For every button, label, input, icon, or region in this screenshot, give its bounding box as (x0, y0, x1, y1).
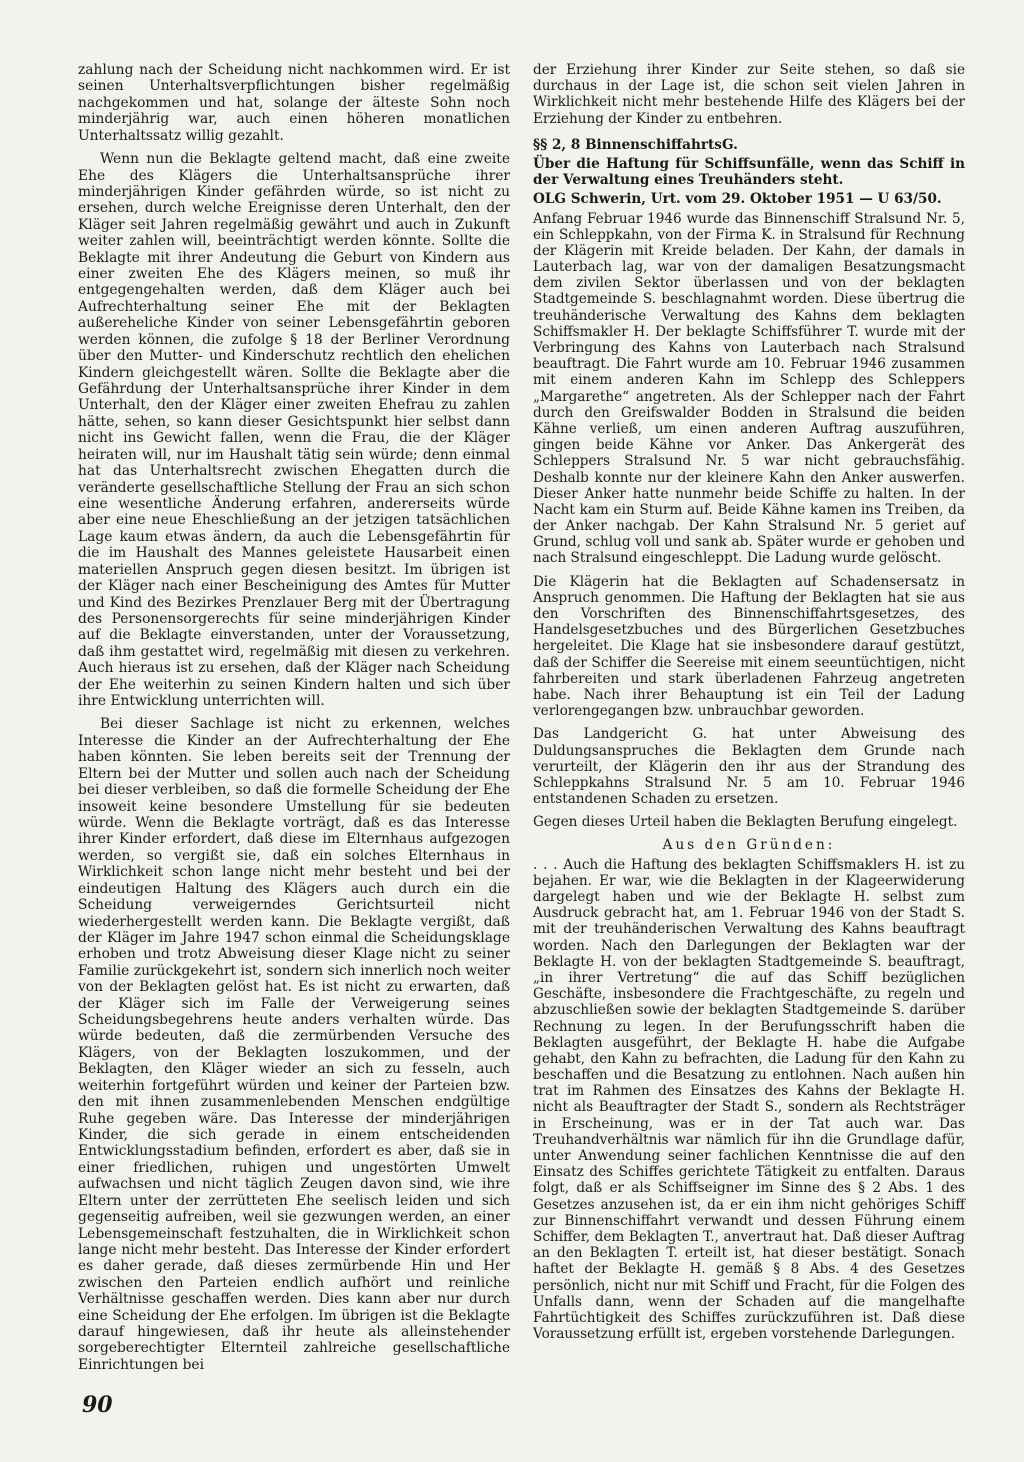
right-column (533, 62, 965, 1349)
paragraph: Bei dieser Sachlage ist nicht zu erkennen, welches Interesse die Kinder an der Aufrechterhaltung der Ehe haben könnten. Sie leben bereits seit der Trennung der Eltern bei der Mutter und sollen auch nach der Scheidung bei dieser verbleiben, so daß die formelle Scheidung der Ehe insoweit keine besondere Umstellung für sie bedeuten würde. Wenn die Beklagte vorträgt, daß es das Interesse ihrer Kinder erfordert, daß diese im Elternhaus aufgezogen werden, so vergißt sie, daß ein solches Elternhaus in Wirklichkeit schon lange nicht mehr besteht und bei der eindeutigen Haltung des Klägers auch durch ein die Scheidung verweigerndes Gerichtsurteil nicht wiederhergestellt werden kann. Die Beklagte vergißt, daß der Kläger im Jahre 1947 schon einmal die Scheidungsklage erhoben und trotz Abweisung dieser Klage nicht zu seiner Familie zurückgekehrt ist, sondern sich innerlich noch weiter von der Beklagten gelöst hat. Es ist nicht zu erwarten, daß der Kläger sich im Falle der Verweigerung seines Scheidungsbegehrens heute anders verhalten würde. Das würde bedeuten, daß die zermürbenden Versuche des Klägers, von der Beklagten loszukommen, und der Beklagten, den Kläger wieder an sich zu fesseln, auch weiterhin fortgeführt würden und keiner der Parteien bzw. den mit ihnen zusammenlebenden Menschen endgültige Ruhe gegeben wäre. Das Interesse der minderjährigen Kinder, die sich gerade in einem entscheidenden Entwicklungsstadium befinden, erfordert es aber, daß sie in einer friedlichen, ruhigen und ungestörten Umwelt aufwachsen und nicht täglich Zeugen davon sind, wie ihre Eltern unter der zerrütteten Ehe seelisch leiden und sich gegenseitig aufreiben, weil sie gezwungen werden, an einer Lebensgemeinschaft festzuhalten, die in Wirklichkeit schon lange nicht mehr besteht. Das Interesse der Kinder erfordert es daher gerade, daß dieses zermürbende Hin und Her zwischen den Parteien endlich aufhört und reinliche Verhältnisse geschaffen werden. Dies kann aber nur durch eine Scheidung der Ehe erfolgen. Im übrigen ist die Beklagte darauf hingewiesen, daß ihr heute als alleinstehender sorgeberechtigter Elternteil zahlreiche gesellschaftliche Einrichtungen bei (78, 716, 510, 1373)
case-title: Über die Haftung für Schiffsunfälle, wenn das Schiff in der Verwaltung eines Treuhänders steht. (533, 155, 965, 189)
paragraph: Die Klägerin hat die Beklagten auf Schadensersatz in Anspruch genommen. Die Haftung der Beklagten hat sie aus den Vorschriften des Binnenschiffahrtsgesetzes, des Handelsgesetzbuches und des Bürgerlichen Gesetzbuches hergeleitet. Die Klage hat sie insbesondere darauf gestützt, daß der Schiffer die Seereise mit einem seeuntüchtigen, nicht fahrbereiten und stark überladenen Fahrzeug angetreten habe. Nach ihrer Behauptung ist ein Teil der Ladung verlorengegangen bzw. unbrauchbar geworden. (533, 573, 965, 720)
paragraph: zahlung nach der Scheidung nicht nachkommen wird. Er ist seinen Unterhaltsverpflichtungen bisher regelmäßig nachgekommen und hat, solange der älteste Sohn noch minderjährig war, auch einen höheren monatlichen Unterhaltssatz willig gezahlt. (78, 62, 510, 144)
court-citation: OLG Schwerin, Urt. vom 29. Oktober 1951 — U 63/50. (533, 191, 942, 208)
reasons-heading: Aus den Gründen: (662, 837, 836, 854)
paragraph: Anfang Februar 1946 wurde das Binnenschiff Stralsund Nr. 5, ein Schleppkahn, von der Firma K. in Stralsund für Rechnung der Klägerin mit Kreide beladen. Der Kahn, der damals in Lauterbach lag, war von der damaligen Besatzungsmacht dem zivilen Sektor überlassen und von der beklagten Stadtgemeinde S. beschlagnahmt worden. Diese übertrug die treuhänderische Verwaltung des Kahns dem beklagten Schiffsmakler H. Der beklagte Schiffsführer T. wurde mit der Verbringung des Kahns von Lauterbach nach Stralsund beauftragt. Die Fahrt wurde am 10. Februar 1946 zusammen mit einem anderen Kahn im Schlepp des Schleppers „Margarethe“ angetreten. Als der Schlepper nach der Fahrt durch den Greifswalder Bodden in Stralsund die beiden Kähne verließ, um einen anderen Auftrag auszuführen, gingen beide Kähne vor Anker. Das Ankergerät des Schleppers Stralsund Nr. 5 war nicht gebrauchsfähig. Deshalb konnte nur der kleinere Kahn den Anker auswerfen. Dieser Anker hatte nunmehr beide Schiffe zu halten. In der Nacht kam ein Sturm auf. Beide Kähne kamen ins Treiben, da der Anker nachgab. Der Kahn Stralsund Nr. 5 geriet auf Grund, schlug voll und sank ab. Später wurde er gehoben und nach Stralsund eingeschleppt. Die Ladung wurde gelöscht. (533, 210, 965, 567)
paragraph: der Erziehung ihrer Kinder zur Seite stehen, so daß sie durchaus in der Lage ist, die schon seit vielen Jahren in Wirklichkeit nicht mehr bestehende Hilfe des Klägers bei der Erziehung der Kinder zu entbehren. (533, 62, 965, 127)
section-heading: §§ 2, 8 BinnenschiffahrtsG. (533, 136, 738, 153)
paragraph: Das Landgericht G. hat unter Abweisung des Duldungsanspruches die Beklagten dem Grunde nach verurteilt, der Klägerin den ihr aus der Strandung des Schleppkahns Stralsund Nr. 5 am 10. Februar 1946 entstandenen Schaden zu ersetzen. (533, 726, 965, 808)
left-column (78, 62, 510, 1380)
paragraph: Wenn nun die Beklagte geltend macht, daß eine zweite Ehe des Klägers die Unterhaltsansprüche ihrer minderjährigen Kinder gefährden würde, so ist nicht zu ersehen, durch welche Ereignisse deren Unterhalt, den der Kläger seit Jahren regelmäßig gewährt und auch in Zukunft weiter zahlen will, beeinträchtigt werden könnte. Sollte die Beklagte mit ihrer Andeutung die Geburt von Kindern aus einer zweiten Ehe des Klägers meinen, so muß ihr entgegengehalten werden, daß dem Kläger auch bei Aufrechterhaltung seiner Ehe mit der Beklagten außereheliche Kinder von seiner Lebensgefährtin geboren werden können, die zufolge § 18 der Berliner Verordnung über den Mutter- und Kinderschutz rechtlich den ehelichen Kindern gleichgestellt wären. Sollte die Beklagte aber die Gefährdung der Unterhaltsansprüche ihrer Kinder in dem Unterhalt, den der Kläger einer zweiten Ehefrau zu zahlen hätte, sehen, so kann dieser Gesichtspunkt hier selbst dann nicht ins Gewicht fallen, wenn die Frau, die der Kläger heiraten will, nur im Haushalt tätig sein würde; denn einmal hat das Unterhaltsrecht zwischen Ehegatten durch die veränderte gesellschaftliche Stellung der Frau an sich schon eine wesentliche Änderung erfahren, andererseits würde aber eine neue Eheschließung an der jetzigen tatsächlichen Lage kaum etwas ändern, da auch die Lebensgefährtin für die im Haushalt des Mannes geleistete Hausarbeit einen materiellen Anspruch gegen diesen besitzt. Im übrigen ist der Kläger nach einer Bescheinigung des Amtes für Mutter und Kind des Bezirkes Prenzlauer Berg mit der Übertragung des Personensorgerechts für seine minderjährigen Kinder auf die Beklagte einverstanden, unter der Voraussetzung, daß ihm gestattet wird, regelmäßig mit diesen zu verkehren. Auch hieraus ist zu ersehen, daß der Kläger nach Scheidung der Ehe weiterhin zu seinen Kindern halten und sich über ihre Entwicklung unterrichten will. (78, 151, 510, 710)
paragraph: . . . Auch die Haftung des beklagten Schiffsmaklers H. ist zu bejahen. Er war, wie die Beklagten in der Klageerwiderung dargelegt haben und wie der Beklagte H. selbst zum Ausdruck gebracht hat, am 1. Februar 1946 von der Stadt S. mit der treuhänderischen Verwaltung des Kahns beauftragt worden. Nach den Darlegungen der Beklagten war der Beklagte H. von der beklagten Stadtgemeinde S. beauftragt, „in ihrer Vertretung“ die auf das Schiff bezüglichen Geschäfte, insbesondere die Frachtgeschäfte, zu regeln und abzuschließen sowie der beklagten Stadtgemeinde S. darüber Rechnung zu legen. In der Berufungsschrift haben die Beklagten ausgeführt, der Beklagte H. habe die Aufgabe gehabt, den Kahn zu befrachten, die Ladung für den Kahn zu beschaffen und die Besatzung zu entlohnen. Nach außen hin trat im Rahmen des Einsatzes des Kahns der Beklagte H. nicht als Beauftragter der Stadt S., sondern als Rechtsträger in Erscheinung, was er in der Tat auch war. Das Treuhandverhältnis war nämlich für ihn die Grundlage dafür, unter Anwendung seiner fachlichen Kenntnisse die auf den Einsatz des Schiffes gerichtete Tätigkeit zu entfalten. Daraus folgt, daß er als Schiffseigner im Sinne des § 2 Abs. 1 des Gesetzes anzusehen ist, da er ein ihm nicht gehöriges Schiff zur Binnenschiffahrt verwandt und dessen Führung einem Schiffer, dem Beklagten T., anvertraut hat. Daß dieser Auftrag an den Beklagten T. erteilt ist, hat dieser bestätigt. Sonach haftet der Beklagte H. gemäß § 8 Abs. 4 des Gesetzes persönlich, nicht nur mit Schiff und Fracht, für die Folgen des Unfalls dann, wenn der Schaden auf die mangelhafte Fahrtüchtigkeit des Schiffes zurückzuführen ist. Daß diese Voraussetzung erfüllt ist, ergeben vorstehende Darlegungen. (533, 856, 965, 1343)
page-number: 90 (82, 1392, 113, 1418)
paragraph: Gegen dieses Urteil haben die Beklagten Berufung eingelegt. (533, 814, 958, 831)
